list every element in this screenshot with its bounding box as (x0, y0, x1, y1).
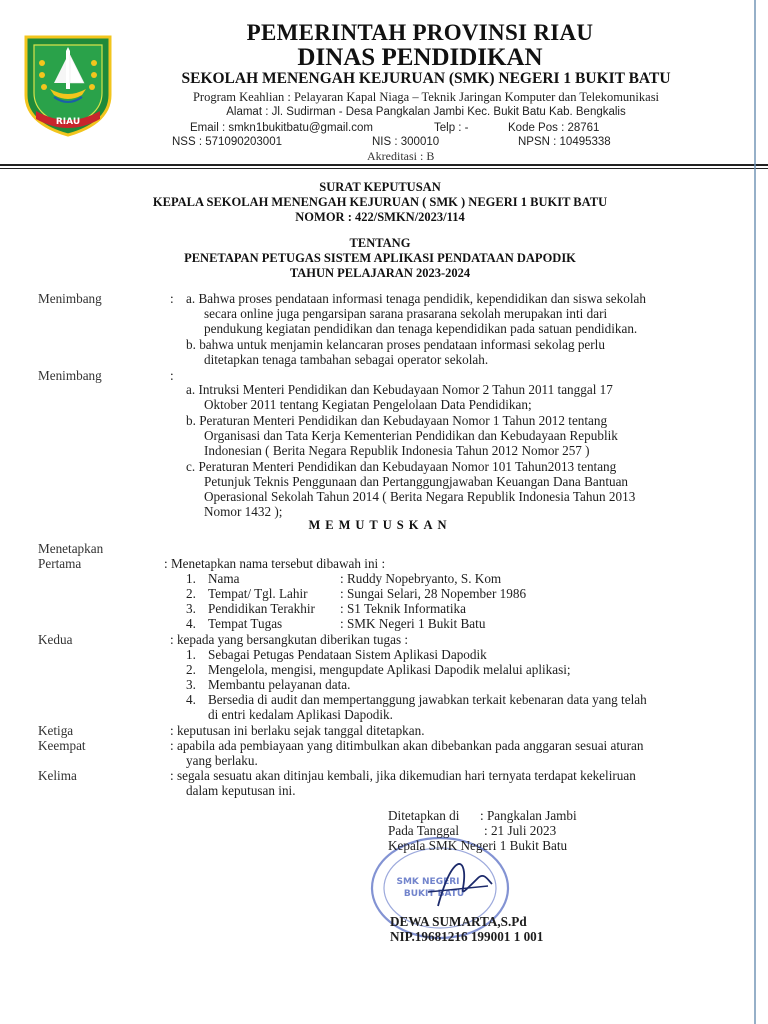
menimbang-1-a-line2: secara online juga pengarsipan sarana prasarana sekolah merupakan inti dari (204, 306, 608, 321)
title-surat: SURAT KEPUTUSAN (319, 180, 441, 194)
tugas-no: 4. (186, 692, 196, 707)
menimbang-2-b: b. Peraturan Menteri Pendidikan dan Kebudayaan Nomor 1 Tahun 2012 tentang (186, 413, 608, 428)
letterhead-rule-thin (0, 168, 768, 169)
menimbang-1-b: b. bahwa untuk menjamin kelancaran proses pendataan informasi sekolag perlu (186, 337, 605, 352)
tugas-item: Sebagai Petugas Pendataan Sistem Aplikasi Dapodik (208, 647, 487, 662)
ketiga-label: Ketiga (38, 723, 74, 738)
riau-province-logo-icon (20, 33, 116, 137)
menimbang-2-b-line2: Organisasi dan Tata Kerja Kementerian Pendidikan dan Kebudayaan Republik (204, 428, 618, 443)
kelima-cont: dalam keputusan ini. (186, 783, 296, 798)
title-kepala: KEPALA SEKOLAH MENENGAH KEJURUAN ( SMK ) NEGERI 1 BUKIT BATU (152, 195, 608, 209)
pertama-intro: : Menetapkan nama tersebut dibawah ini : (164, 556, 386, 571)
pertama-label: Pertama (38, 556, 82, 571)
letterhead-telp: Telp : - (434, 122, 469, 134)
title-perihal: PENETAPAN PETUGAS SISTEM APLIKASI PENDATAAN DAPODIK (184, 251, 576, 265)
title-nomor: NOMOR : 422/SMKN/2023/114 (295, 210, 465, 224)
menimbang-2-a: a. Intruksi Menteri Pendidikan dan Kebudayaan Nomor 2 Tahun 2011 tanggal 17 (186, 382, 613, 397)
logo-caption: RIAU (55, 117, 81, 127)
ditetapkan-label: Ditetapkan di (388, 808, 460, 823)
stamp-line-2: BUKIT BATU (403, 889, 465, 899)
menimbang-1-b-line2: ditetapkan tenaga tambahan sebagai operator sekolah. (204, 352, 489, 367)
memutuskan-heading: MEMUTUSKAN (308, 518, 452, 532)
letterhead-email: Email : smkn1bukitbatu@gmail.com (190, 122, 373, 134)
menetapkan-label: Menetapkan (38, 541, 104, 556)
field-no: 2. (186, 586, 196, 601)
keempat-label: Keempat (38, 738, 86, 753)
field-label-pendidikan: Pendidikan Terakhir (208, 601, 315, 616)
letterhead-government: PEMERINTAH PROVINSI RIAU (246, 20, 594, 45)
letterhead-rule-thick (0, 164, 768, 166)
kedua-label: Kedua (38, 632, 73, 647)
menimbang-2-c-line2: Petunjuk Teknis Penggunaan dan Pertanggungjawaban Keuangan Dana Bantuan (204, 474, 629, 489)
letterhead-program: Program Keahlian : Pelayaran Kapal Niaga – Teknik Jaringan Komputer dan Telekomunikasi (192, 90, 660, 104)
kelima-label: Kelima (38, 768, 77, 783)
signatory-position: Kepala SMK Negeri 1 Bukit Batu (388, 838, 568, 853)
letterhead-npsn: NPSN : 10495338 (518, 136, 611, 148)
menimbang-2-label: Menimbang (38, 368, 102, 383)
menimbang-2-colon: : (170, 368, 174, 383)
letterhead-nss: NSS : 571090203001 (172, 136, 282, 148)
signatory-nip: NIP.19681216 199001 1 001 (390, 929, 544, 944)
ditetapkan-value: : Pangkalan Jambi (480, 808, 577, 823)
scan-edge (754, 0, 756, 1024)
menimbang-2-c-line4: Nomor 1432 ); (204, 504, 283, 519)
field-value-ttl: : Sungai Selari, 28 Nopember 1986 (340, 586, 527, 601)
menimbang-1-a-line3: pendukung kegiatan pendidikan dan tenaga kependidikan pada satuan pendidikan. (204, 321, 638, 336)
title-tentang: TENTANG (349, 236, 411, 250)
letterhead-akreditasi: Akreditasi : B (367, 149, 435, 163)
kedua-intro: : kepada yang bersangkutan diberikan tugas : (170, 632, 409, 647)
field-no: 1. (186, 571, 196, 586)
keempat-cont: yang berlaku. (186, 753, 258, 768)
letterhead-address: Alamat : Jl. Sudirman - Desa Pangkalan Jambi Kec. Bukit Batu Kab. Bengkalis (226, 106, 626, 118)
tanggal-label: Pada Tanggal (388, 823, 459, 838)
stamp-line-1: SMK NEGERI (396, 877, 460, 887)
tugas-no: 2. (186, 662, 196, 677)
menimbang-1-colon: : (170, 291, 174, 306)
menimbang-2-b-line3: Indonesian ( Berita Negara Republik Indonesia Tahun 2012 Nomor 257 ) (204, 443, 590, 458)
tugas-item: Membantu pelayanan data. (208, 677, 351, 692)
field-value-pendidikan: : S1 Teknik Informatika (340, 601, 466, 616)
field-value-tempat-tugas: : SMK Negeri 1 Bukit Batu (340, 616, 486, 631)
field-no: 4. (186, 616, 196, 631)
menimbang-2-a-line2: Oktober 2011 tentang Kegiatan Pengelolaan Data Pendidikan; (204, 397, 532, 412)
letterhead-kodepos: Kode Pos : 28761 (508, 122, 600, 134)
field-label-nama: Nama (208, 571, 240, 586)
letterhead-nis: NIS : 300010 (372, 136, 440, 148)
menimbang-1-label: Menimbang (38, 291, 102, 306)
title-tahun: TAHUN PELAJARAN 2023-2024 (289, 266, 471, 280)
tugas-item: Bersedia di audit dan mempertanggung jawabkan terkait kebenaran data yang telah (208, 692, 647, 707)
keempat-text: : apabila ada pembiayaan yang ditimbulkan akan dibebankan pada anggaran sesuai aturan (170, 738, 644, 753)
tugas-no: 3. (186, 677, 196, 692)
letterhead-department: DINAS PENDIDIKAN (297, 44, 543, 71)
field-label-tempat-tugas: Tempat Tugas (208, 616, 283, 631)
field-label-ttl: Tempat/ Tgl. Lahir (208, 586, 308, 601)
tanggal-value: : 21 Juli 2023 (484, 823, 557, 838)
ketiga-text: : keputusan ini berlaku sejak tanggal ditetapkan. (170, 723, 425, 738)
menimbang-2-c-line3: Operasional Sekolah Tahun 2014 ( Berita Negara Republik Indonesia Tahun 2013 (204, 489, 636, 504)
field-no: 3. (186, 601, 196, 616)
tugas-item: Mengelola, mengisi, mengupdate Aplikasi Dapodik melalui aplikasi; (208, 662, 571, 677)
kelima-text: : segala sesuatu akan ditinjau kembali, jika dikemudian hari ternyata terdapat kekeliruan (170, 768, 636, 783)
menimbang-1-a: a. Bahwa proses pendataan informasi tenaga pendidik, kependidikan dan siswa sekolah (186, 291, 646, 306)
signatory-name: DEWA SUMARTA,S.Pd (390, 914, 527, 929)
letterhead-school-name: SEKOLAH MENENGAH KEJURUAN (SMK) NEGERI 1 BUKIT BATU (181, 70, 671, 87)
tugas-no: 1. (186, 647, 196, 662)
field-value-nama: : Ruddy Nopebryanto, S. Kom (340, 571, 502, 586)
menimbang-2-c: c. Peraturan Menteri Pendidikan dan Kebudayaan Nomor 101 Tahun2013 tentang (186, 459, 617, 474)
tugas-item-cont: di entri kedalam Aplikasi Dapodik. (208, 707, 393, 722)
